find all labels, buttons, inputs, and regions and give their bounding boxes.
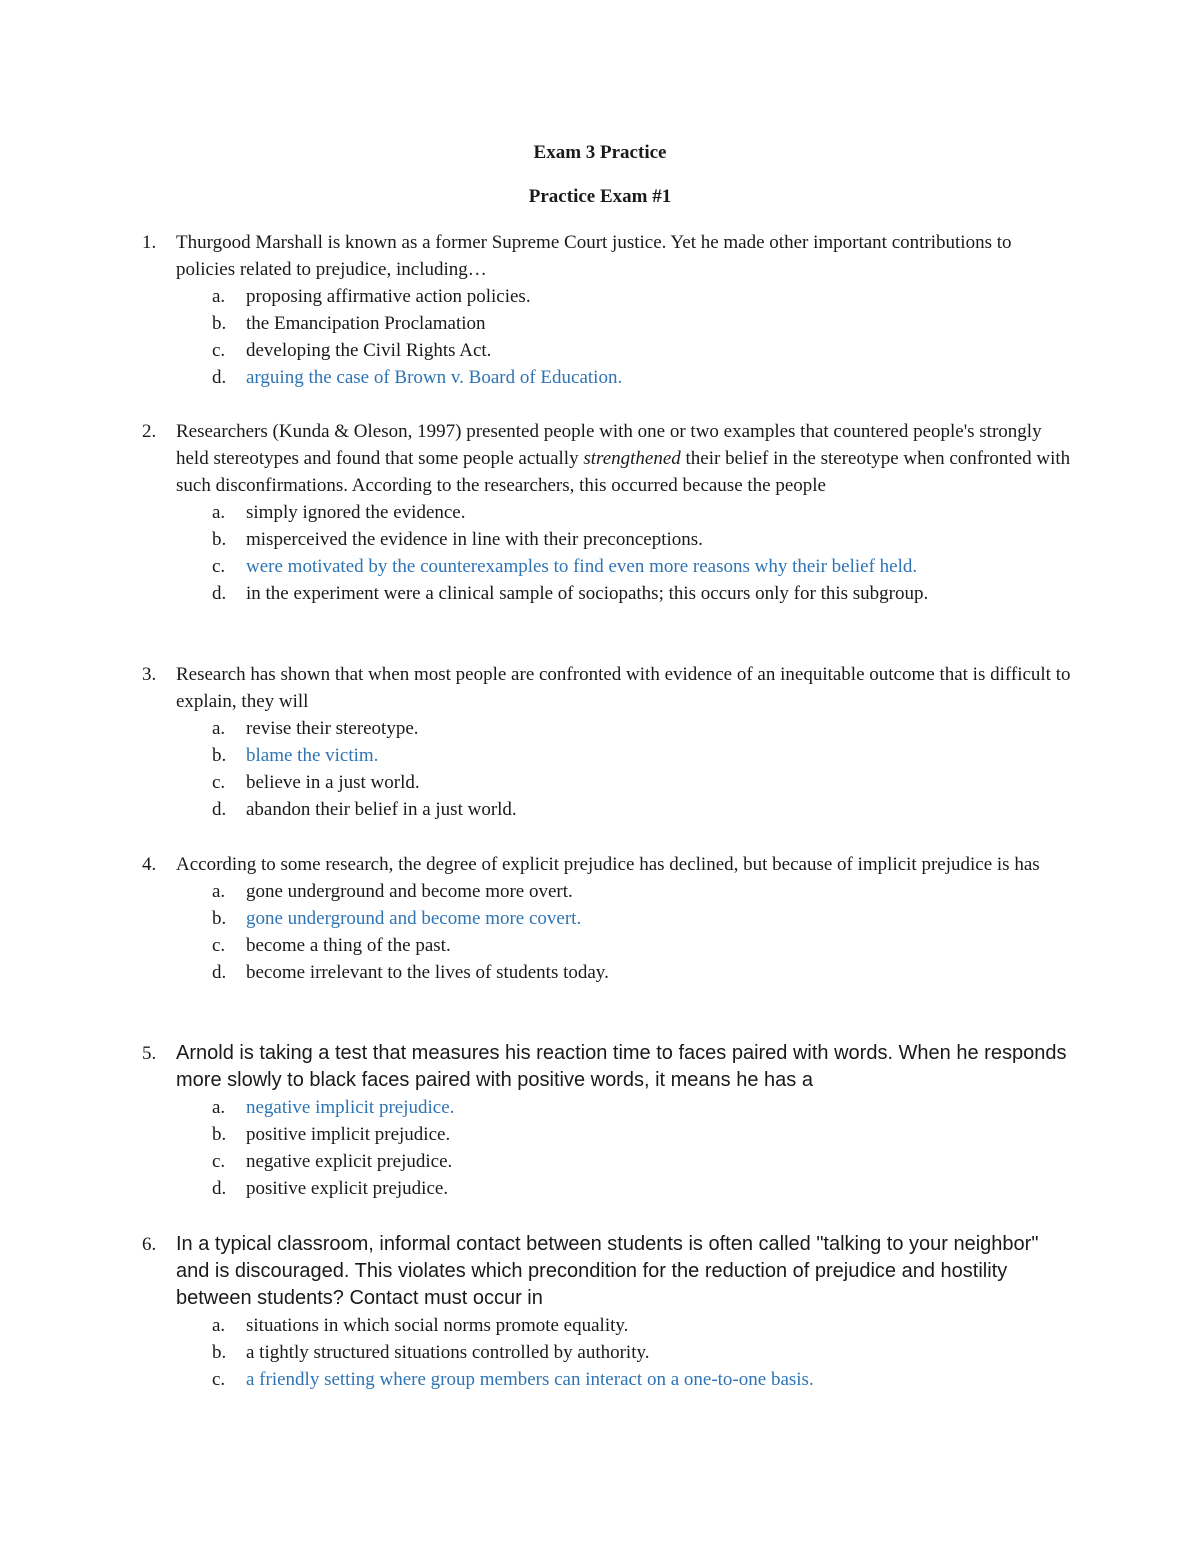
option-c <box>142 932 1072 959</box>
question-1 <box>142 229 1072 391</box>
option-letter: c. <box>212 556 226 577</box>
option-b-correct-answer <box>142 742 1072 769</box>
option-text: become a thing of the past. <box>246 935 451 956</box>
question-text: In a typical classroom, informal contact between students is often called "talking to your neighbor" and is discouraged. This violates which precondition for the reduction of prejudice and hostility between students? Contact must occur in <box>176 1233 1039 1309</box>
option-text: developing the Civil Rights Act. <box>246 340 492 361</box>
option-text: in the experiment were a clinical sample of sociopaths; this occurs only for this subgroup. <box>246 583 929 604</box>
option-b <box>142 526 1072 553</box>
option-list <box>142 1312 1072 1393</box>
option-a-correct-answer <box>142 1094 1072 1121</box>
option-text: abandon their belief in a just world. <box>246 799 517 820</box>
option-d <box>142 1175 1072 1202</box>
option-letter: b. <box>212 745 227 766</box>
question-number: 4. <box>142 854 157 875</box>
question-2 <box>142 418 1072 607</box>
option-letter: b. <box>212 313 227 334</box>
option-letter: d. <box>212 367 227 388</box>
option-text: misperceived the evidence in line with their preconceptions. <box>246 529 703 550</box>
option-text: negative implicit prejudice. <box>246 1097 455 1118</box>
question-number: 3. <box>142 664 157 685</box>
option-c <box>142 337 1072 364</box>
question-text: Arnold is taking a test that measures his reaction time to faces paired with words. When he responds more slowly to black faces paired with positive words, it means he has a <box>176 1042 1067 1091</box>
page-title: Exam 3 Practice <box>533 142 667 163</box>
option-list <box>142 878 1072 986</box>
option-a <box>142 1312 1072 1339</box>
question-3 <box>142 661 1072 823</box>
option-letter: a. <box>212 286 226 307</box>
question-4 <box>142 851 1072 986</box>
option-c <box>142 1148 1072 1175</box>
question-text-part: Researchers (Kunda & Oleson, 1997) presented people with one or two examples that countered people's strongly held stereotypes and found that some people actually <box>176 421 1042 469</box>
option-c <box>142 769 1072 796</box>
option-letter: c. <box>212 1151 226 1172</box>
option-b <box>142 1121 1072 1148</box>
option-d-correct-answer <box>142 364 1072 391</box>
question-text: Research has shown that when most people are confronted with evidence of an inequitable outcome that is difficult to explain, they will <box>176 664 1071 712</box>
option-letter: a. <box>212 881 226 902</box>
option-letter: c. <box>212 772 226 793</box>
question-text <box>176 418 1072 499</box>
question-5 <box>142 1040 1072 1202</box>
question-number: 2. <box>142 421 157 442</box>
option-list <box>142 715 1072 823</box>
option-letter: b. <box>212 529 227 550</box>
option-b <box>142 310 1072 337</box>
option-letter: b. <box>212 1124 227 1145</box>
option-b <box>142 1339 1072 1366</box>
option-letter: b. <box>212 1342 227 1363</box>
option-text: a tightly structured situations controlled by authority. <box>246 1342 650 1363</box>
option-text: blame the victim. <box>246 745 379 766</box>
option-text: proposing affirmative action policies. <box>246 286 531 307</box>
question-text: Thurgood Marshall is known as a former Supreme Court justice. Yet he made other important contributions to policies related to prejudice, including… <box>176 232 1012 280</box>
option-a <box>142 715 1072 742</box>
option-a <box>142 499 1072 526</box>
option-text: positive explicit prejudice. <box>246 1178 449 1199</box>
option-letter: a. <box>212 1315 226 1336</box>
question-number: 1. <box>142 232 157 253</box>
option-d <box>142 959 1072 986</box>
option-text: gone underground and become more covert. <box>246 908 582 929</box>
option-a <box>142 283 1072 310</box>
question-number: 5. <box>142 1043 157 1064</box>
option-letter: c. <box>212 935 226 956</box>
option-text: situations in which social norms promote equality. <box>246 1315 629 1336</box>
option-c-correct-answer <box>142 553 1072 580</box>
option-b-correct-answer <box>142 905 1072 932</box>
option-letter: a. <box>212 502 226 523</box>
question-text-emphasis: strengthened <box>583 448 681 469</box>
option-list <box>142 1094 1072 1202</box>
option-letter: c. <box>212 340 226 361</box>
option-text: a friendly setting where group members can interact on a one-to-one basis. <box>246 1369 814 1390</box>
page-subtitle: Practice Exam #1 <box>528 186 672 207</box>
option-c-correct-answer <box>142 1366 1072 1393</box>
option-letter: d. <box>212 962 227 983</box>
option-text: were motivated by the counterexamples to find even more reasons why their belief held. <box>246 556 918 577</box>
option-letter: b. <box>212 908 227 929</box>
option-letter: d. <box>212 1178 227 1199</box>
option-text: believe in a just world. <box>246 772 420 793</box>
option-list <box>142 283 1072 391</box>
option-text: positive implicit prejudice. <box>246 1124 451 1145</box>
question-text-part: their belief in the stereotype when confronted with such disconfirmations. According to the researchers, this occurred because the people <box>176 448 1071 496</box>
question-text: According to some research, the degree of explicit prejudice has declined, but because of implicit prejudice is has <box>176 854 1040 875</box>
question-6 <box>142 1231 1072 1393</box>
option-d <box>142 796 1072 823</box>
option-text: simply ignored the evidence. <box>246 502 466 523</box>
option-letter: a. <box>212 718 226 739</box>
question-number: 6. <box>142 1234 157 1255</box>
option-text: become irrelevant to the lives of students today. <box>246 962 609 983</box>
option-text: revise their stereotype. <box>246 718 419 739</box>
option-list <box>142 499 1072 607</box>
option-a <box>142 878 1072 905</box>
option-letter: d. <box>212 799 227 820</box>
option-letter: a. <box>212 1097 226 1118</box>
option-letter: d. <box>212 583 227 604</box>
option-letter: c. <box>212 1369 226 1390</box>
option-text: gone underground and become more overt. <box>246 881 573 902</box>
option-text: negative explicit prejudice. <box>246 1151 453 1172</box>
option-d <box>142 580 1072 607</box>
option-text: the Emancipation Proclamation <box>246 313 486 334</box>
option-text: arguing the case of Brown v. Board of Education. <box>246 367 623 388</box>
